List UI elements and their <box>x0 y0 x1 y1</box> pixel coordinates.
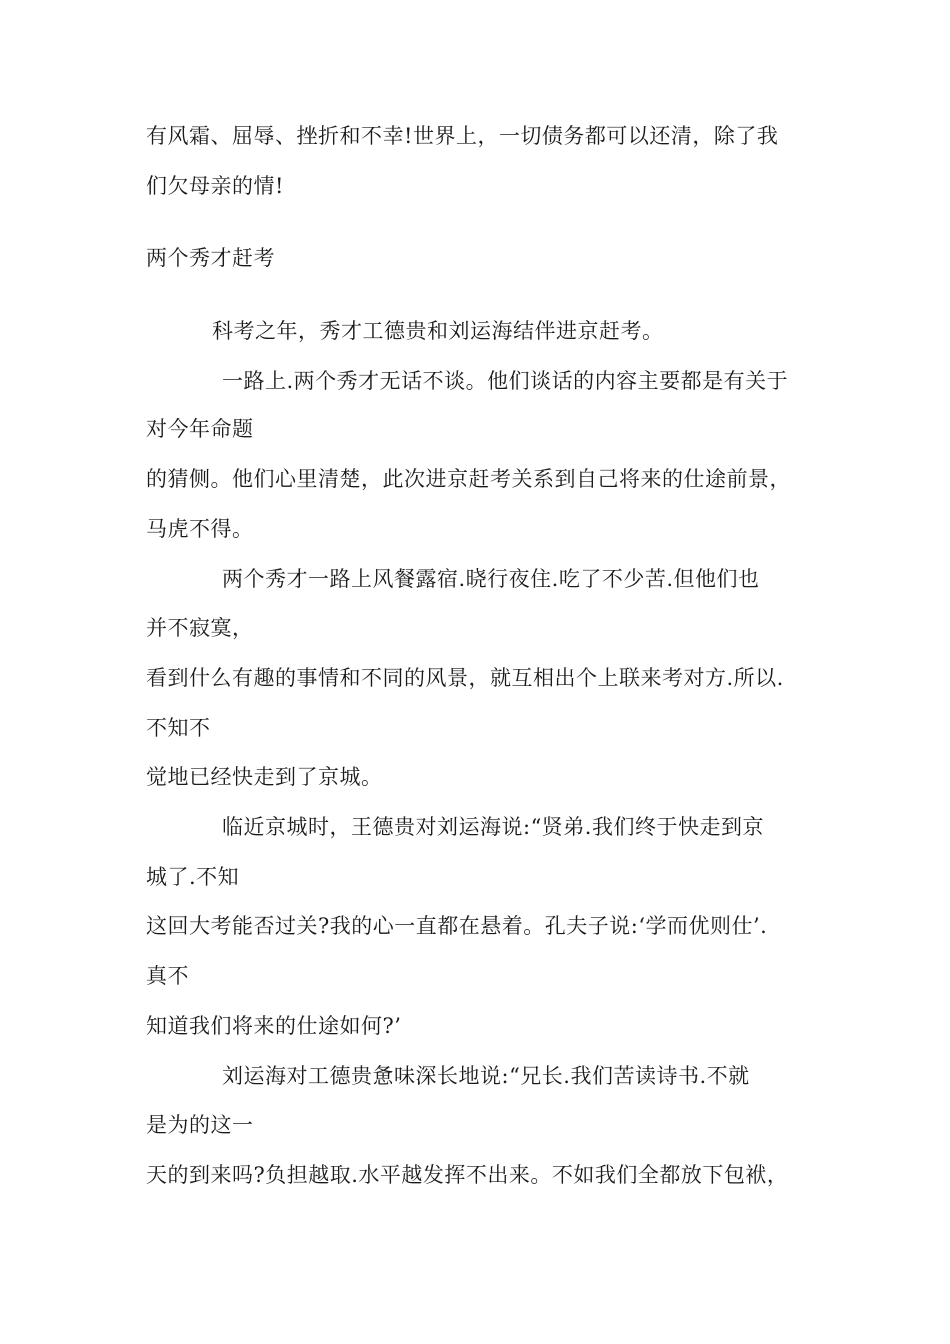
text-line: 马虎不得。 <box>146 517 254 541</box>
text-line: 真不 <box>146 964 189 988</box>
paragraph-first-line: 两个秀才一路上风餐露宿.晓行夜住.吃了不少苦.但他们也 <box>222 567 760 591</box>
paragraph-first-line: 科考之年，秀才工德贵和刘运海结伴进京赶考。 <box>212 319 664 343</box>
text-line: 的猜侧。他们心里清楚，此次进京赶考关系到自己将来的仕途前景， <box>146 467 791 491</box>
text-line: 城了.不知 <box>146 865 240 889</box>
text-line: 不知不 <box>146 716 211 740</box>
paragraph-first-line: 一路上.两个秀才无话不谈。他们谈话的内容主要都是有关于 <box>222 369 789 393</box>
text-line: 有风霜、屈辱、挫折和不幸!世界上，一切债务都可以还清，除了我 <box>146 124 779 148</box>
section-title: 两个秀才赶考 <box>146 246 275 270</box>
text-line: 是为的这一 <box>146 1113 254 1137</box>
text-line: 这回大考能否过关?我的心一直都在悬着。孔夫子说:‘学而优则仕’. <box>146 914 768 938</box>
text-line: 看到什么有趣的事情和不同的风景，就互相出个上联来考对方.所以. <box>146 666 784 690</box>
text-line: 觉地已经快走到了京城。 <box>146 765 383 789</box>
text-line: 知道我们将来的仕途如何?’ <box>146 1014 402 1038</box>
text-line: 对今年命题 <box>146 417 254 441</box>
text-line: 天的到来吗?负担越取.水平越发挥不出来。不如我们全都放下包袱， <box>146 1163 789 1187</box>
paragraph-first-line: 刘运海对工德贵惫味深长地说:“兄长.我们苦读诗书.不就 <box>222 1064 750 1088</box>
text-line: 们欠母亲的情! <box>146 174 284 198</box>
paragraph-first-line: 临近京城时，王德贵对刘运海说:“贤弟.我们终于快走到京 <box>222 815 764 839</box>
text-line: 并不寂寞， <box>146 616 254 640</box>
